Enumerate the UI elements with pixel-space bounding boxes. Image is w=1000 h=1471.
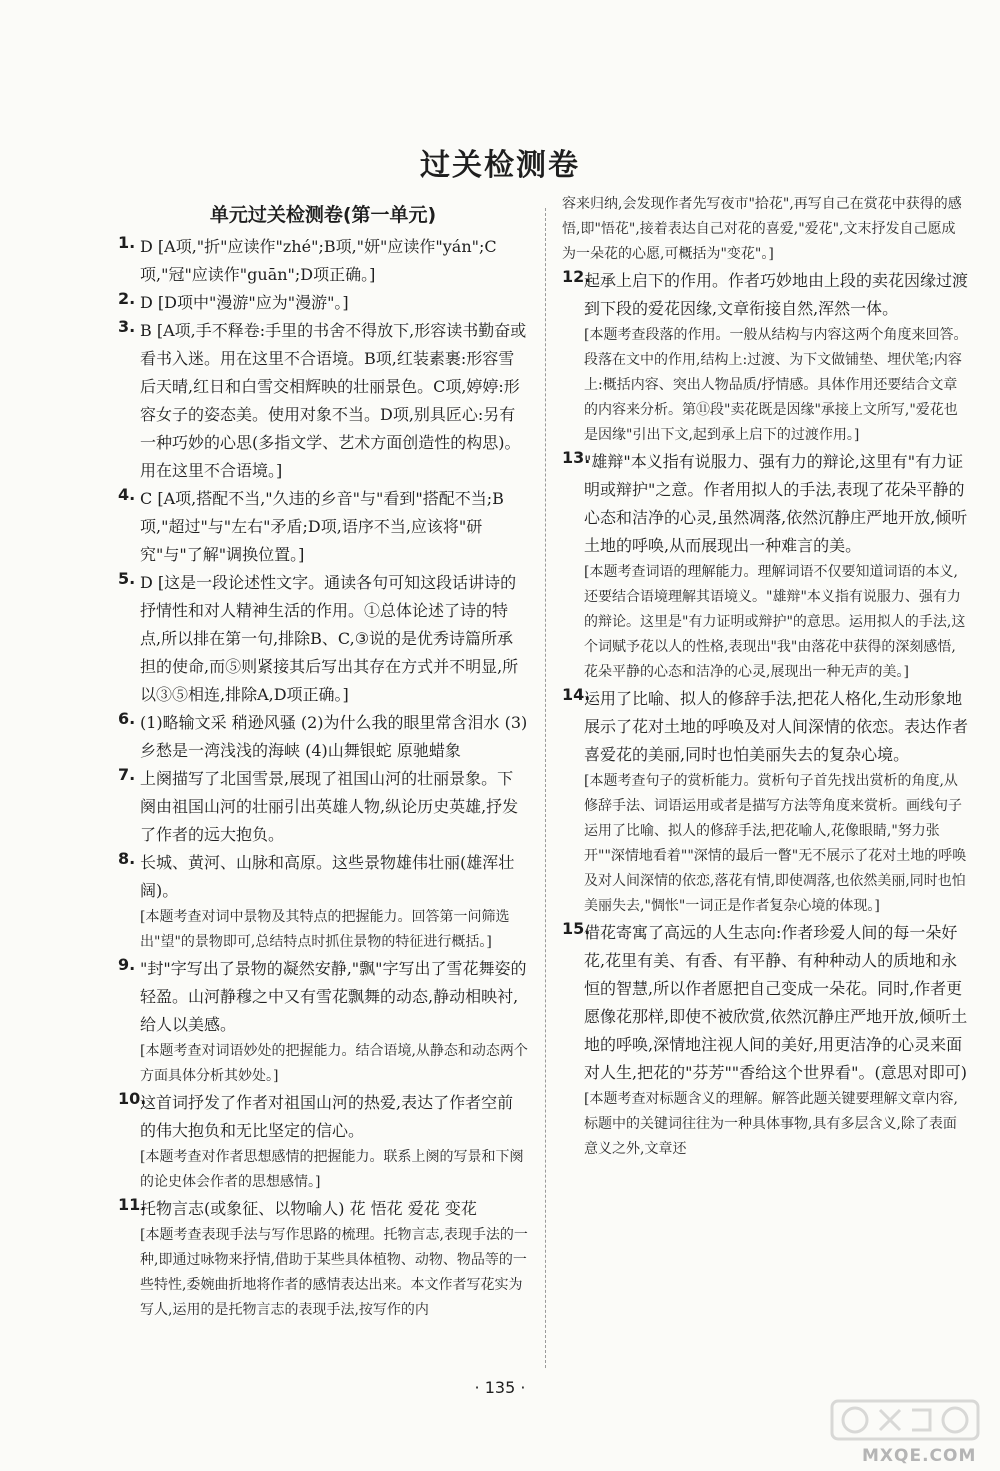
item-number: 9. <box>118 955 136 974</box>
column-divider <box>545 208 546 1368</box>
answer-text: D [D项中"漫游"应为"漫游"。] <box>140 293 349 312</box>
answer-text: C [A项,搭配不当,"久违的乡音"与"看到"搭配不当;B项,"超过"与"左右"矛盾;D项,语序不当,应该将"研究"与"了解"调换位置。] <box>140 489 504 564</box>
answer-item <box>118 485 528 569</box>
item-number: 8. <box>118 849 136 868</box>
answer-text: D [这是一段论述性文字。通读各句可知这段话讲诗的抒情性和对人精神生活的作用。①总体论述了诗的特点,所以排在第一句,排除B、C,③说的是优秀诗篇所承担的使命,而⑤则紧接其后写出其存在方式并不明显,所以③⑤相连,排除A,D项正确。] <box>140 573 519 704</box>
item-number: 3. <box>118 317 136 336</box>
left-answer-list <box>118 233 528 1323</box>
explanation-text: [本题考查句子的赏析能力。赏析句子首先找出赏析的角度,从修辞手法、词语运用或者是描写方法等角度来赏析。画线句子运用了比喻、拟人的修辞手法,把花喻人,花像眼睛,"努力张开""深情地看着""深情的最后一瞥"无不展示了花对土地的呼唤及对人间深情的依恋,落花有情,即使凋落,也依然美丽,同时也怕美丽失去,"惆怅"一词正是作者复杂心境的体现。] <box>584 773 967 914</box>
answer-text: 起承上启下的作用。作者巧妙地由上段的卖花因缘过渡到下段的爱花因缘,文章衔接自然,浑然一体。 <box>584 271 969 318</box>
answer-item <box>562 267 968 448</box>
answer-item <box>118 709 528 765</box>
answer-item <box>118 1089 528 1195</box>
answer-item <box>562 685 968 919</box>
answer-text: D [A项,"折"应读作"zhé";B项,"妍"应读作"yán";C项,"冠"应读作"guān";D项正确。] <box>140 237 497 284</box>
answer-item <box>118 1195 528 1323</box>
answer-item <box>562 448 968 685</box>
answer-text: 托物言志(或象征、以物喻人) 花 悟花 爱花 变花 <box>140 1199 477 1218</box>
answer-item <box>118 849 528 955</box>
answer-text: 长城、黄河、山脉和高原。这些景物雄伟壮丽(雄浑壮阔)。 <box>140 853 515 900</box>
explanation-text: [本题考查表现手法与写作思路的梳理。托物言志,表现手法的一种,即通过咏物来抒情,借助于某些具体植物、动物、物品等的一些特性,委婉曲折地将作者的感情表达出来。本文作者写花实为写人,运用的是托物言志的表现手法,按写作的内 <box>140 1227 528 1318</box>
right-intro-text: 容来归纳,会发现作者先写夜市"拾花",再写自己在赏花中获得的感悟,即"悟花",接着表达自己对花的喜爱,"爱花",文末抒发自己愿成为一朵花的心愿,可概括为"变花"。] <box>562 196 962 262</box>
right-answer-list <box>562 267 968 1162</box>
answer-text: 运用了比喻、拟人的修辞手法,把花人格化,生动形象地展示了花对土地的呼唤及对人间深情的依恋。表达作者喜爱花的美丽,同时也怕美丽失去的复杂心境。 <box>584 689 969 764</box>
answer-item <box>118 569 528 709</box>
page-title: 过关检测卷 <box>420 148 580 183</box>
item-number: 1. <box>118 233 136 252</box>
explanation-text: [本题考查段落的作用。一般从结构与内容这两个角度来回答。段落在文中的作用,结构上:过渡、为下文做铺垫、埋伏笔;内容上:概括内容、突出人物品质/抒情感。具体作用还要结合文章的内容来分析。第⑪段"卖花既是因缘"承接上文所写,"爱花也是因缘"引出下文,起到承上启下的过渡作用。] <box>584 327 968 443</box>
answer-text: B [A项,手不释卷:手里的书舍不得放下,形容读书勤奋或看书入迷。用在这里不合语境。B项,红装素裹:形容雪后天晴,红日和白雪交相辉映的壮丽景色。C项,婷婷:形容女子的姿态美。使用对象不当。D项,别具匠心:另有一种巧妙的心思(多指文学、艺术方面创造性的构思)。用在这里不合语境。] <box>140 321 527 480</box>
right-column <box>562 192 968 1162</box>
answer-item <box>118 955 528 1089</box>
item-number: 11. <box>118 1195 147 1214</box>
explanation-text: [本题考查对词语妙处的把握能力。结合语境,从静态和动态两个方面具体分析其妙处。] <box>140 1043 528 1084</box>
watermark-text: MXQE.COM <box>862 1446 977 1466</box>
answer-item <box>562 919 968 1162</box>
answer-item <box>118 233 528 289</box>
item-number: 15. <box>562 919 591 938</box>
left-column <box>118 200 528 1323</box>
answer-item <box>118 317 528 485</box>
item-number: 7. <box>118 765 136 784</box>
item-number: 12. <box>562 267 591 286</box>
explanation-text: [本题考查词语的理解能力。理解词语不仅要知道词语的本义,还要结合语境理解其语境义。"雄辩"本义指有说服力、强有力的辩论。这里是"有力证明或辩护"的意思。运用拟人的手法,这个词赋予花以人的性格,表现出"我"由落花中获得的深刻感悟,花朵平静的心态和洁净的心灵,展现出一种无声的美。] <box>584 564 966 680</box>
item-number: 4. <box>118 485 136 504</box>
answer-text: (1)略输文采 稍逊风骚 (2)为什么我的眼里常含泪水 (3)乡愁是一湾浅浅的海峡 (4)山舞银蛇 原驰蜡象 <box>140 713 528 760</box>
explanation-text: [本题考查对标题含义的理解。解答此题关键要理解文章内容,标题中的关键词往往为一种具体事物,具有多层含义,除了表面意义之外,文章还 <box>584 1091 958 1157</box>
answer-item <box>118 289 528 317</box>
watermark-logo-icon <box>830 1395 980 1445</box>
explanation-text: [本题考查对作者思想感情的把握能力。联系上阕的写景和下阕的论史体会作者的思想感情。] <box>140 1149 524 1190</box>
item-number: 6. <box>118 709 136 728</box>
answer-item <box>118 765 528 849</box>
item-number: 2. <box>118 289 136 308</box>
item-number: 13. <box>562 448 591 467</box>
answer-text: 这首词抒发了作者对祖国山河的热爱,表达了作者空前的伟大抱负和无比坚定的信心。 <box>140 1093 514 1140</box>
explanation-text: [本题考查对词中景物及其特点的把握能力。回答第一问筛选出"望"的景物即可,总结特点时抓住景物的特征进行概括。] <box>140 909 510 950</box>
section-heading: 单元过关检测卷(第一单元) <box>209 204 437 226</box>
answer-text: 上阕描写了北国雪景,展现了祖国山河的壮丽景象。下阕由祖国山河的壮丽引出英雄人物,纵论历史英雄,抒发了作者的远大抱负。 <box>140 769 519 844</box>
answer-text: 借花寄寓了高远的人生志向:作者珍爱人间的每一朵好花,花里有美、有香、有平静、有种种动人的质地和永恒的智慧,所以作者愿把自己变成一朵花。同时,作者更愿像花那样,即使不被欣赏,依然沉静庄严地开放,倾听土地的呼唤,深情地注视人间的美好,用更洁净的心灵来面对人生,把花的"芬芳""香给这个世界看"。(意思对即可) <box>584 923 968 1082</box>
answer-text: "雄辩"本义指有说服力、强有力的辩论,这里有"有力证明或辩护"之意。作者用拟人的手法,表现了花朵平静的心态和洁净的心灵,虽然凋落,依然沉静庄严地开放,倾听土地的呼唤,从而展现出一种难言的美。 <box>584 452 968 555</box>
item-number: 5. <box>118 569 136 588</box>
item-number: 14. <box>562 685 591 704</box>
item-number: 10. <box>118 1089 147 1108</box>
answer-text: "封"字写出了景物的凝然安静,"飘"字写出了雪花舞姿的轻盈。山河静穆之中又有雪花飘舞的动态,静动相映衬,给人以美感。 <box>140 959 527 1034</box>
page-number: · 135 · <box>474 1378 526 1397</box>
